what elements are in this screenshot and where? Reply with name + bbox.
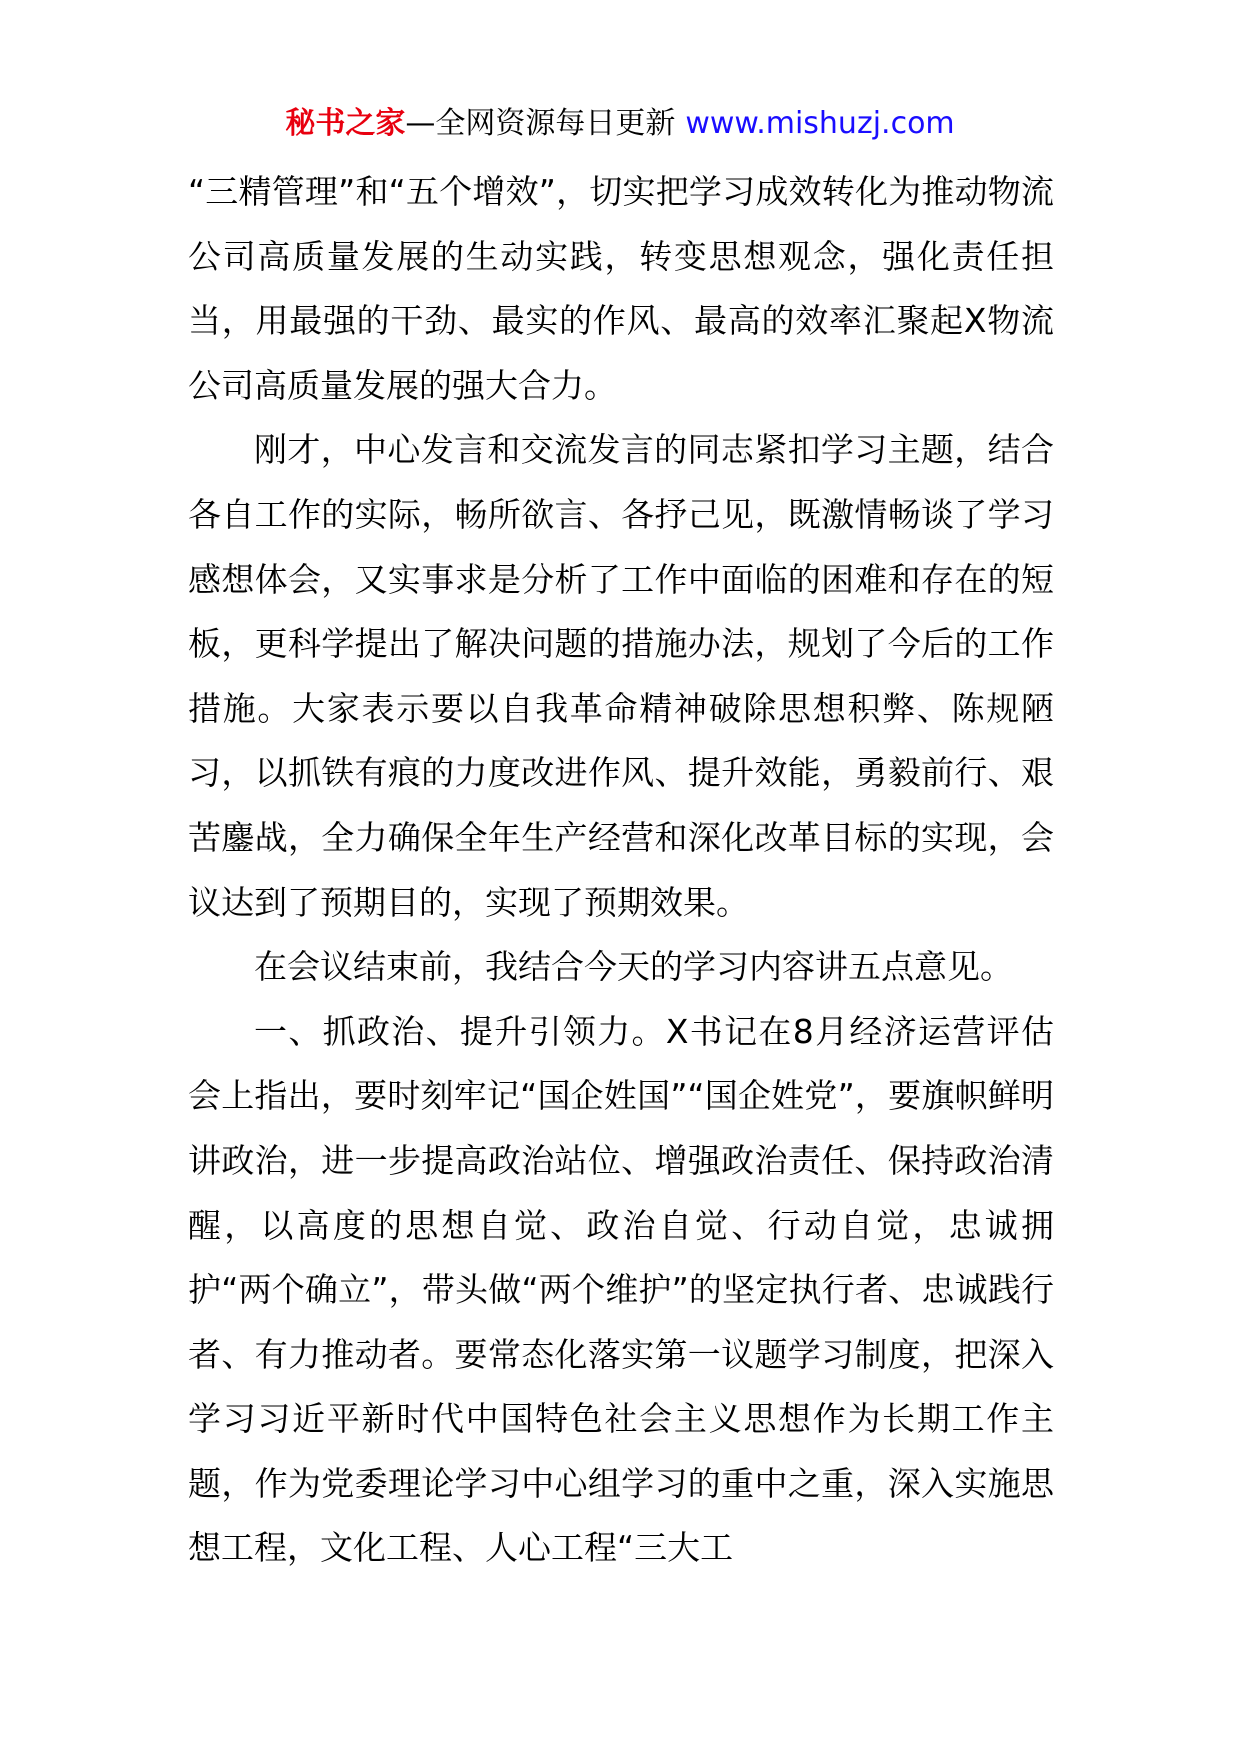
site-link[interactable]: www.mishuzj.com [685, 106, 955, 141]
site-header [0, 104, 1240, 144]
paragraph-point-one: 一、抓政治、提升引领力。X书记在8月经济运营评估会上指出，要时刻牢记“国企姓国”“国企姓党”，要旗帜鲜明讲政治，进一步提高政治站位、增强政治责任、保持政治清醒，以高度的思想自觉、政治自觉、行动自觉，忠诚拥护“两个确立”，带头做“两个维护”的坚定执行者、忠诚践行者、有力推动者。要常态化落实第一议题学习制度，把深入学习习近平新时代中国特色社会主义思想作为长期工作主题，作为党委理论学习中心组学习的重中之重，深入实施思想工程，文化工程、人心工程“三大工 [188, 1011, 1054, 1568]
header-dash: — [405, 106, 436, 141]
paragraph-intro: 在会议结束前，我结合今天的学习内容讲五点意见。 [254, 947, 1013, 987]
brand-name: 秘书之家 [285, 106, 406, 141]
header-slogan: 全网资源每日更新 [435, 106, 676, 141]
paragraph-summary: 刚才，中心发言和交流发言的同志紧扣学习主题，结合各自工作的实际，畅所欲言、各抒己见，既激情畅谈了学习感想体会，又实事求是分析了工作中面临的困难和存在的短板，更科学提出了解决问题的措施办法，规划了今后的工作措施。大家表示要以自我革命精神破除思想积弊、陈规陋习，以抓铁有痕的力度改进作风、提升效能，勇毅前行、艰苦鏖战，全力确保全年生产经营和深化改革目标的实现，会议达到了预期目的，实现了预期效果。 [188, 430, 1054, 922]
paragraph-continued: “三精管理”和“五个增效”，切实把学习成效转化为推动物流公司高质量发展的生动实践，转变思想观念，强化责任担当，用最强的干劲、最实的作风、最高的效率汇聚起X物流公司高质量发展的强大合力。 [188, 172, 1054, 405]
document-body [188, 160, 1054, 1581]
